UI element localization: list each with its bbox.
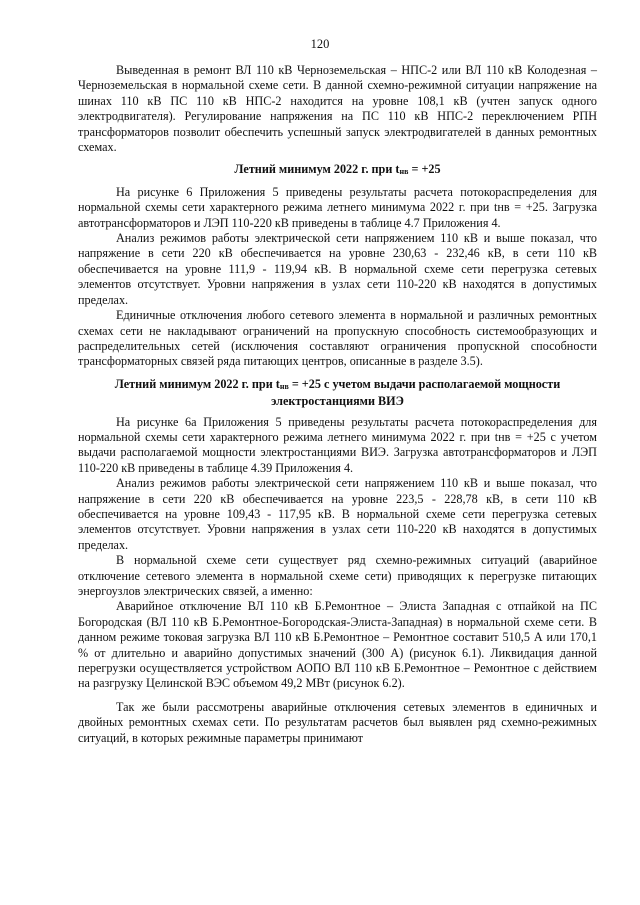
body-paragraph: В нормальной схеме сети существует ряд схемно-режимных ситуаций (аварийное отключение сетевого элемента в нормальной схеме сети) приводящих к перегрузке питающих энергоузлов электрических связей, а именно: bbox=[78, 553, 597, 598]
body-paragraph: Выведенная в ремонт ВЛ 110 кВ Черноземельская – НПС-2 или ВЛ 110 кВ Колодезная – Черноземельская в нормальной схеме сети. В данной схемно-режимной ситуации напряжение на шинах 110 кВ ПС 110 кВ НПС-2 находится на уровне 108,1 кВ (учтен запуск одного электродвигателя). Регулирование напряжения на ПС 110 кВ НПС-2 переключением РПН трансформаторов позволит обеспечить успешный запуск электродвигателей в данных ремонтных схемах. bbox=[78, 63, 597, 155]
body-paragraph: Единичные отключения любого сетевого элемента в нормальной и различных ремонтных схемах сети не накладывают ограничений на пропускную способность системообразующих и распределительных сетей (исключения составляют ограничения пропускной способности трансформаторных связей ряда питающих центров, описанные в разделе 3.5). bbox=[78, 308, 597, 369]
body-paragraph: Так же были рассмотрены аварийные отключения сетевых элементов в единичных и двойных ремонтных схемах сети. По результатам расчетов был выявлен ряд схемно-режимных ситуаций, в которых режимные параметры принимают bbox=[78, 699, 597, 745]
body-paragraph: Анализ режимов работы электрической сети напряжением 110 кВ и выше показал, что напряжение в сети 220 кВ обеспечивается на уровне 230,63 - 232,46 кВ, в сети 110 кВ обеспечивается на уровне 111,9 - 119,94 кВ. В нормальной схеме сети перегрузка сетевых элементов отсутствует. Уровни напряжения в узлах сети 110-220 кВ находятся в допустимых пределах. bbox=[78, 231, 597, 307]
heading-subscript: нв bbox=[399, 167, 409, 177]
section-heading bbox=[78, 162, 597, 179]
heading-text: Летний минимум 2022 г. при t bbox=[114, 376, 280, 391]
document-body bbox=[78, 63, 597, 746]
body-paragraph: На рисунке 6 Приложения 5 приведены результаты расчета потокораспределения для нормальной схемы сети характерного режима летнего минимума 2022 г. при tнв = +25. Загрузка автотрансформаторов и ЛЭП 110-220 кВ приведены в таблице 4.7 Приложения 4. bbox=[78, 184, 597, 230]
section-heading bbox=[78, 377, 597, 410]
heading-text-tail: = +25 с учетом выдачи располагаемой мощности электростанциями ВИЭ bbox=[271, 376, 561, 409]
body-paragraph: На рисунке 6а Приложения 5 приведены результаты расчета потокораспределения для нормальной схемы сети характерного режима летнего минимума 2022 г. при tнв = +25 с учетом выдачи располагаемой мощности электростанциями ВИЭ. Загрузка автотрансформаторов и ЛЭП 110-220 кВ приведены в таблице 4.39 Приложения 4. bbox=[78, 414, 597, 475]
body-paragraph: Аварийное отключение ВЛ 110 кВ Б.Ремонтное – Элиста Западная с отпайкой на ПС Богородская (ВЛ 110 кВ Б.Ремонтное-Богородская-Элиста-Западная) в нормальной схеме сети. В данном режиме токовая загрузка ВЛ 110 кВ Б.Ремонтное – Ремонтное составит 510,5 А или 170,1 % от длительно и аварийно допустимых значений (300 А) (рисунок 6.1). Ликвидация данной перегрузки осуществляется устройством АОПО ВЛ 110 кВ Б.Ремонтное – Ремонтное с действием на разгрузку Целинской ВЭС объемом 49,2 МВт (рисунок 6.2). bbox=[78, 599, 597, 691]
body-paragraph: Анализ режимов работы электрической сети напряжением 110 кВ и выше показал, что напряжение в сети 220 кВ обеспечивается на уровне 223,5 - 228,78 кВ, в сети 110 кВ обеспечивается на уровне 109,43 - 117,95 кВ. В нормальной схеме сети перегрузка сетевых элементов отсутствует. Уровни напряжения в узлах сети 110-220 кВ находятся в допустимых пределах. bbox=[78, 476, 597, 552]
heading-text: Летний минимум 2022 г. при t bbox=[234, 162, 400, 177]
page-number: 120 bbox=[310, 37, 330, 51]
heading-text-tail: = +25 bbox=[408, 162, 441, 177]
heading-subscript: нв bbox=[279, 381, 289, 391]
